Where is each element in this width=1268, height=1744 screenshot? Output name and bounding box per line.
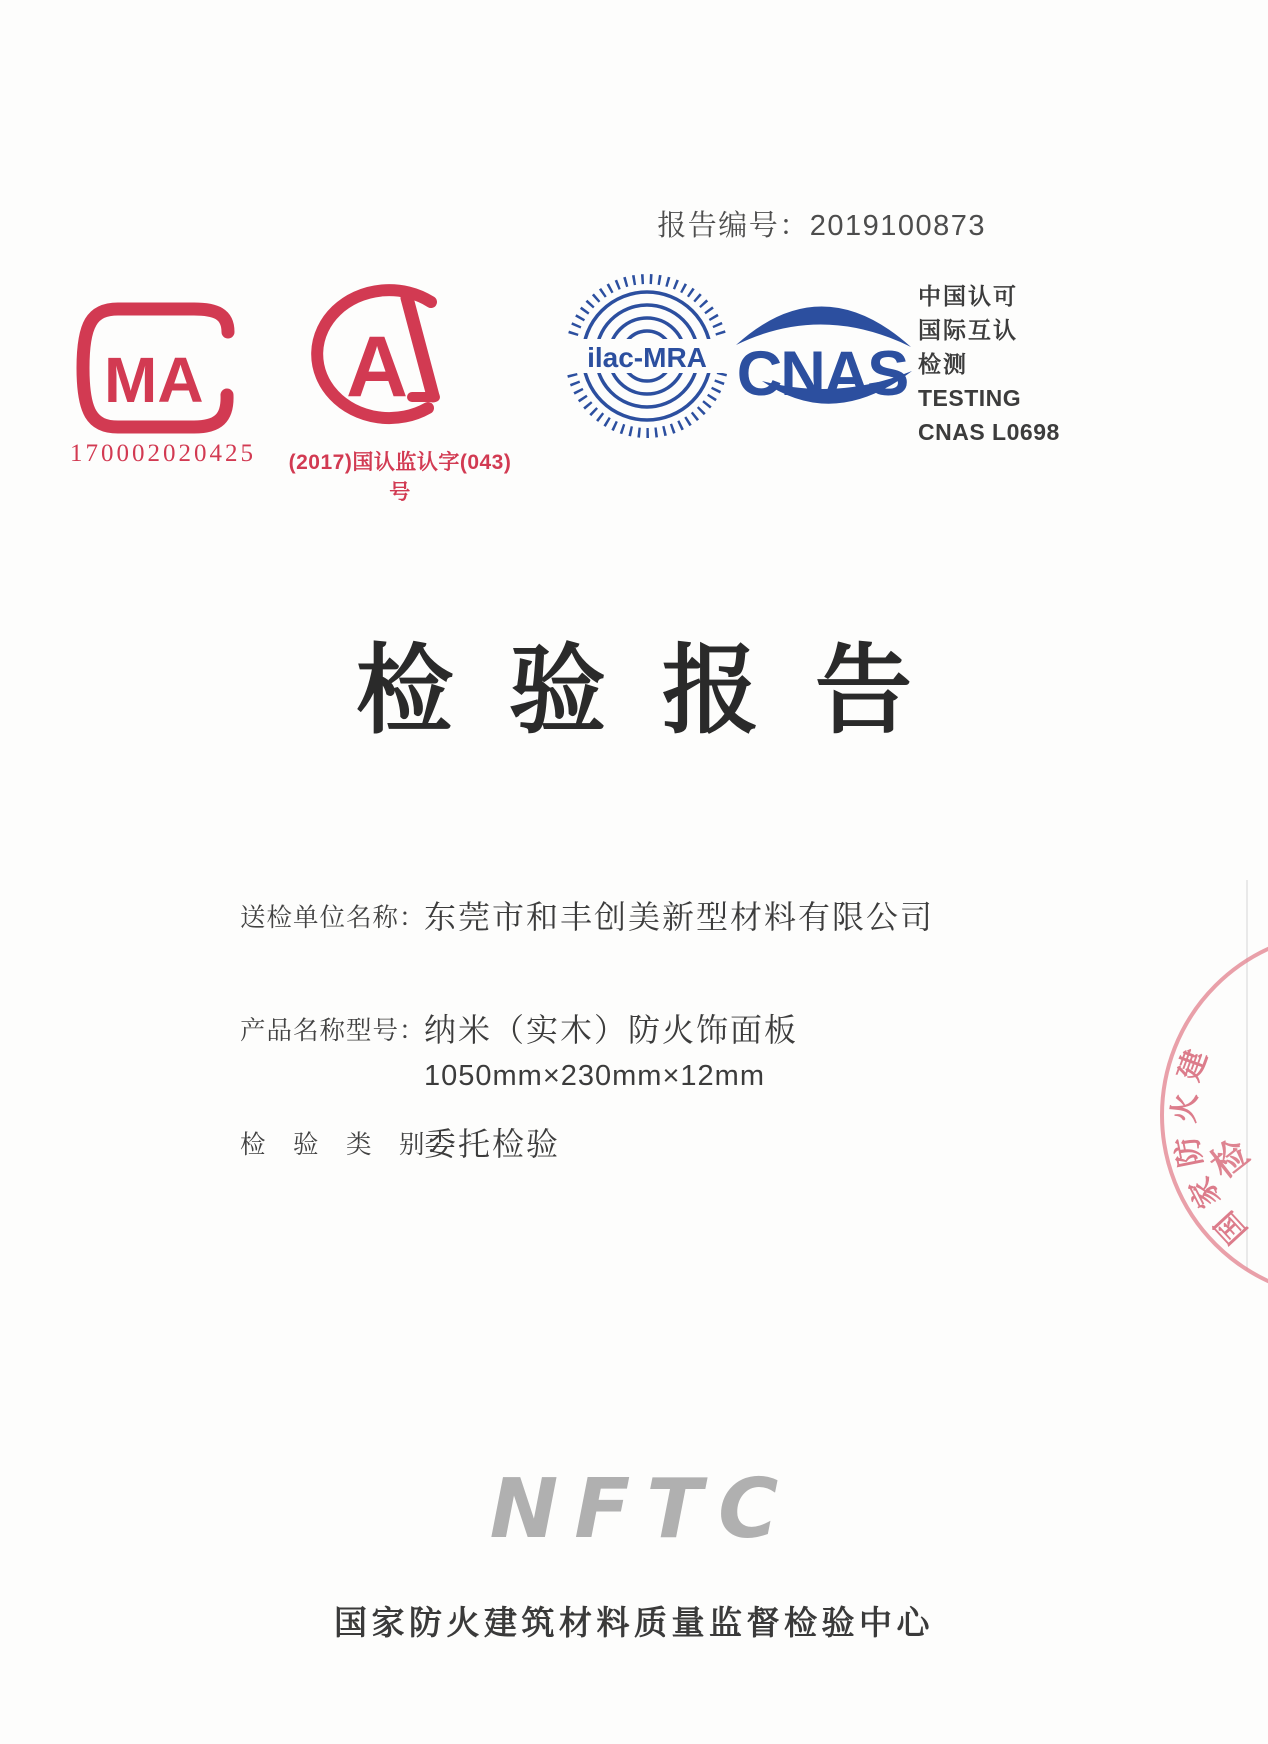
- cnas-caption-line: TESTING: [918, 385, 1022, 411]
- cma-logo-icon: [68, 292, 253, 444]
- cal-letter: A: [346, 319, 409, 415]
- cnas-caption-line: 检测: [918, 351, 968, 377]
- cnas-wordmark: CNAS: [736, 339, 908, 409]
- field-value-inspection-type: 委托检验: [424, 1126, 561, 1162]
- page-title: 检验报告: [356, 634, 968, 747]
- ilac-mra-label: ilac-MRA: [587, 342, 707, 373]
- cal-certificate-caption: (2017)国认监认字(043)号: [288, 451, 512, 504]
- cnas-caption-line: CNAS L0698: [918, 419, 1060, 445]
- report-number-label: 报告编号：: [657, 210, 810, 242]
- field-label-client: 送检单位名称：: [240, 904, 426, 932]
- cal-logo-icon: [300, 276, 480, 434]
- cnas-caption-line: 国际互认: [918, 317, 1018, 343]
- nftc-watermark: NFTC: [489, 1462, 795, 1557]
- cnas-caption-line: 中国认可: [918, 283, 1018, 309]
- cma-certificate-number: 170002020425: [70, 440, 256, 467]
- seal-arc-text: 国家防火建: [1167, 1035, 1254, 1250]
- svg-text:国家防火建: [1168, 1036, 1254, 1250]
- field-label-product: 产品名称型号：: [240, 1017, 426, 1045]
- ilac-mra-stamp-icon: [563, 272, 731, 440]
- seal-center-char: 检: [1202, 1131, 1257, 1187]
- field-label-inspection-type: 检 验 类 别：: [240, 1131, 453, 1159]
- cma-letters: MA: [104, 344, 204, 416]
- report-number: [657, 203, 986, 244]
- report-number-value: 2019100873: [809, 210, 986, 242]
- field-value-client: 东莞市和丰创美新型材料有限公司: [424, 899, 935, 935]
- field-value-product-spec: 1050mm×230mm×12mm: [424, 1060, 765, 1092]
- cnas-logo-icon: [730, 283, 915, 431]
- cnas-caption: [918, 279, 1060, 449]
- field-value-product: 纳米（实木）防火饰面板: [424, 1012, 799, 1048]
- red-seal-stamp: [1140, 918, 1268, 1318]
- issuing-center-name: 国家防火建筑材料质量监督检验中心: [334, 1604, 934, 1641]
